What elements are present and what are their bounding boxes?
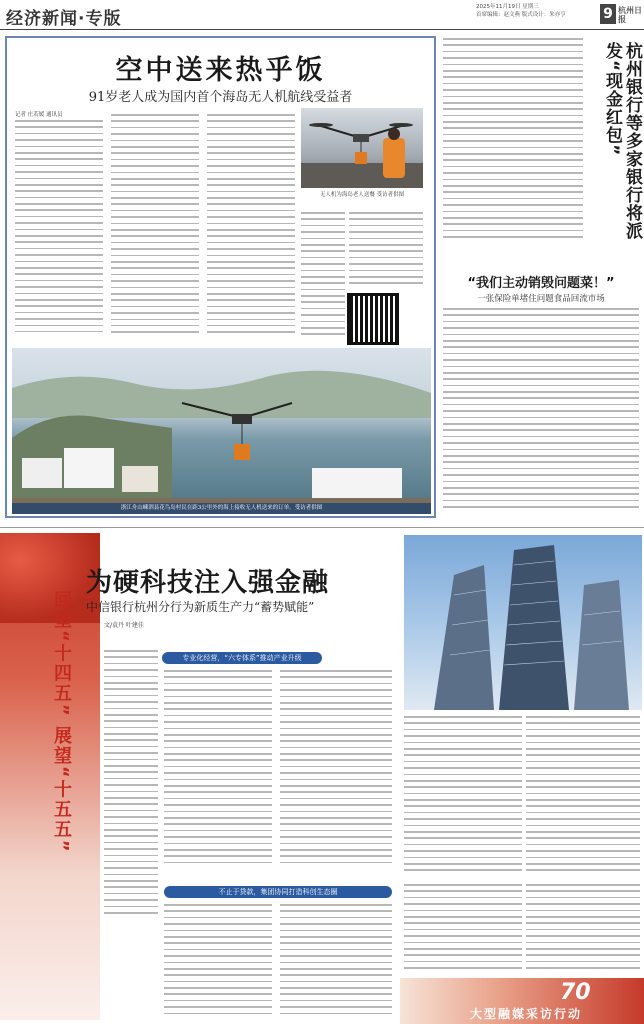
footer-slogan: 大型融媒采访行动	[470, 1007, 583, 1021]
story-food-subhead: 一张保险单堵住问题食品回流市场	[477, 294, 605, 304]
story-food-body	[443, 308, 639, 518]
editor-credit: 首席编辑：赵文燕 版式设计：朱亦亨	[476, 12, 566, 18]
island-photo-caption: 浙江舟山嵊泗县花鸟岛村民在距3公里外的海上接收无人机送来的订单。受访者供图	[12, 503, 431, 514]
story-drone-subhead: 91岁老人成为国内首个海岛无人机航线受益者	[88, 90, 353, 105]
skyscraper-icon	[404, 535, 642, 710]
vertical-banner: 回望“十四五” 展望“十五五”	[51, 590, 72, 854]
story-drone-column-2	[111, 114, 199, 342]
story-drone-frame	[5, 36, 436, 518]
paper-logo: 杭州日报	[618, 5, 642, 24]
section-divider	[0, 527, 644, 528]
anniversary-logo: 70	[560, 980, 591, 1005]
island-photo	[12, 348, 431, 514]
drone-delivery-photo	[301, 108, 423, 188]
story-drone-column-4b	[349, 212, 423, 290]
story-drone-column-3	[207, 114, 295, 342]
story-drone-column-1	[15, 120, 103, 342]
story-food-headline: “我们主动销毁问题菜！”	[467, 276, 615, 291]
story-bank-body	[443, 38, 583, 246]
story-drone-byline: 记者 庄若媛 通讯员	[15, 112, 63, 118]
page-number: 9	[600, 4, 616, 24]
section-head-specialized: 专业化经营，“六专体系”推动产业升级	[162, 652, 322, 664]
story-finance-headline: 为硬科技注入强金融	[86, 568, 330, 598]
story-finance-column-6	[164, 904, 272, 1020]
section-head-ecosystem: 不止于贷款，集团协同打造科创生态圈	[164, 886, 392, 898]
story-finance-column-2	[164, 670, 272, 870]
story-finance-column-9	[526, 884, 640, 976]
qr-code[interactable]	[347, 293, 399, 345]
story-finance-column-4	[404, 716, 522, 876]
story-finance-column-1	[104, 650, 158, 920]
building-photo	[404, 535, 642, 710]
story-bank-vertical-title: 杭州银行等多家银行将派发“现金红包”	[602, 42, 642, 240]
story-drone-column-4a	[301, 212, 345, 342]
section-title: 经济新闻·专版	[6, 9, 122, 29]
island-scene-icon	[12, 348, 431, 514]
issue-date: 2025年11月19日 星期三	[476, 4, 539, 10]
drone-icon	[301, 108, 423, 188]
story-finance-column-5	[526, 716, 640, 876]
story-finance-column-7	[280, 904, 392, 1020]
masthead	[0, 0, 644, 30]
story-finance-byline: 文/袁丹 叶建佳	[104, 622, 144, 629]
story-finance-column-8	[404, 884, 522, 976]
story-finance-subhead: 中信银行杭州分行为新质生产力“蓄势赋能”	[86, 600, 315, 614]
issue-meta	[476, 3, 596, 19]
story-drone-headline: 空中送来热乎饭	[115, 55, 326, 86]
story-finance-column-3	[280, 670, 392, 870]
drone-photo-caption: 无人机为海岛老人送餐 受访者供图	[319, 192, 405, 198]
